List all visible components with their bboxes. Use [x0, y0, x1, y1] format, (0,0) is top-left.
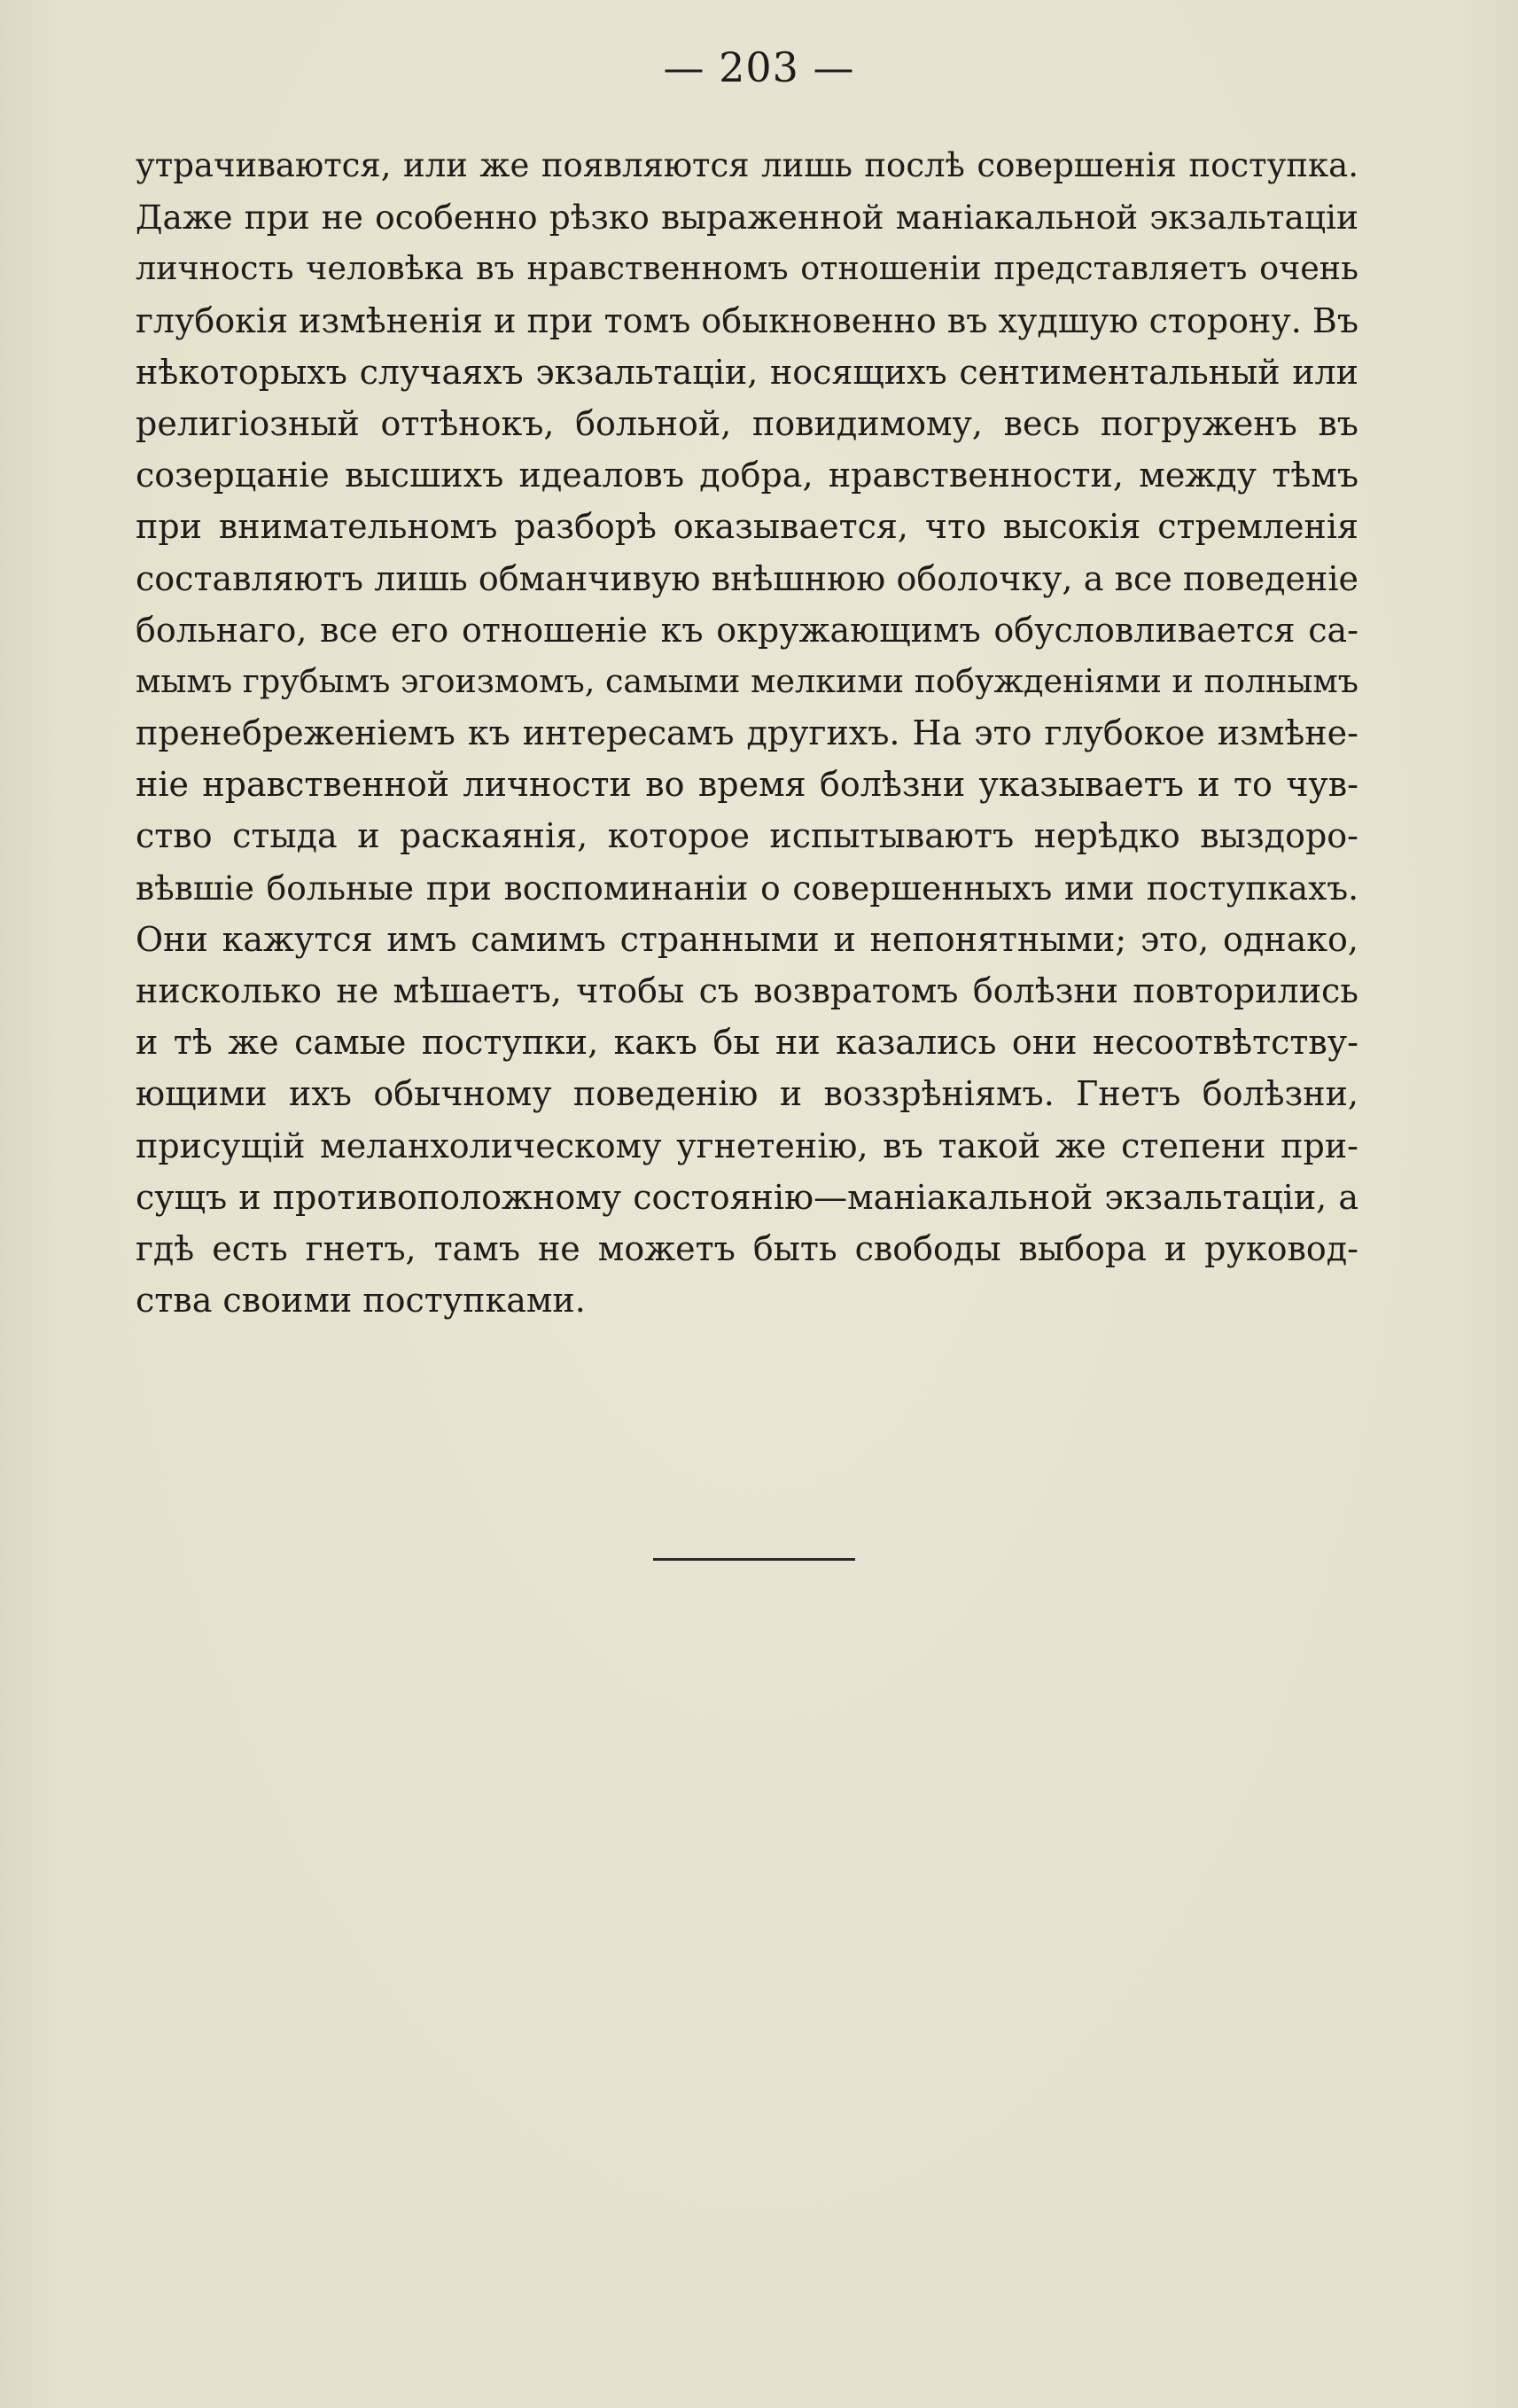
text-line: присущій меланхолическому угнетенію, въ такой же степени при-	[136, 1126, 1358, 1165]
text-line: больнаго, все его отношеніе къ окружающимъ обусловливается са-	[136, 610, 1358, 650]
text-line: составляютъ лишь обманчивую внѣшнюю оболочку, а все поведеніе	[136, 558, 1358, 598]
text-line: вѣвшіе больные при воспоминаніи о совершенныхъ ими поступкахъ.	[136, 868, 1358, 908]
text-line-last: ства своими поступками.	[136, 1281, 586, 1321]
text-line: личность человѣка въ нравственномъ отношеніи представляетъ очень	[136, 249, 1358, 288]
text-line: нѣкоторыхъ случаяхъ экзальтаціи, носящихъ сентиментальный или	[136, 352, 1358, 392]
text-line: гдѣ есть гнетъ, тамъ не можетъ быть свободы выбора и руковод-	[136, 1228, 1358, 1268]
text-line: Они кажутся имъ самимъ странными и непонятными; это, однако,	[136, 919, 1358, 959]
text-line: при внимательномъ разборѣ оказывается, что высокія стремленія	[136, 507, 1358, 547]
text-line: ство стыда и раскаянія, которое испытываютъ нерѣдко выздоро-	[136, 816, 1358, 856]
text-line: религіозный оттѣнокъ, больной, повидимому, весь погруженъ въ	[136, 403, 1358, 443]
text-line: глубокія измѣненія и при томъ обыкновенно въ худшую сторону. Въ	[136, 300, 1358, 340]
text-line: пренебреженіемъ къ интересамъ другихъ. На это глубокое измѣне-	[136, 713, 1358, 753]
text-line: ніе нравственной личности во время болѣзни указываетъ и то чув-	[136, 765, 1358, 805]
text-line: и тѣ же самые поступки, какъ бы ни казались они несоотвѣтству-	[136, 1023, 1358, 1063]
section-end-rule	[653, 1558, 855, 1561]
text-line: мымъ грубымъ эгоизмомъ, самыми мелкими побужденіями и полнымъ	[136, 661, 1358, 700]
text-line: нисколько не мѣшаетъ, чтобы съ возвратомъ болѣзни повторились	[136, 971, 1358, 1010]
text-line: созерцаніе высшихъ идеаловъ добра, нравственности, между тѣмъ	[136, 456, 1358, 495]
page-number: — 203 —	[663, 43, 855, 91]
text-line: утрачиваются, или же появляются лишь послѣ совершенія поступка.	[136, 146, 1358, 184]
text-line: Даже при не особенно рѣзко выраженной маніакальной экзальтаціи	[136, 198, 1358, 238]
text-line: сущъ и противоположному состоянію—маніакальной экзальтаціи, а	[136, 1177, 1358, 1217]
body-text	[136, 140, 1358, 1326]
text-line: ющими ихъ обычному поведенію и воззрѣніямъ. Гнетъ болѣзни,	[136, 1074, 1358, 1114]
